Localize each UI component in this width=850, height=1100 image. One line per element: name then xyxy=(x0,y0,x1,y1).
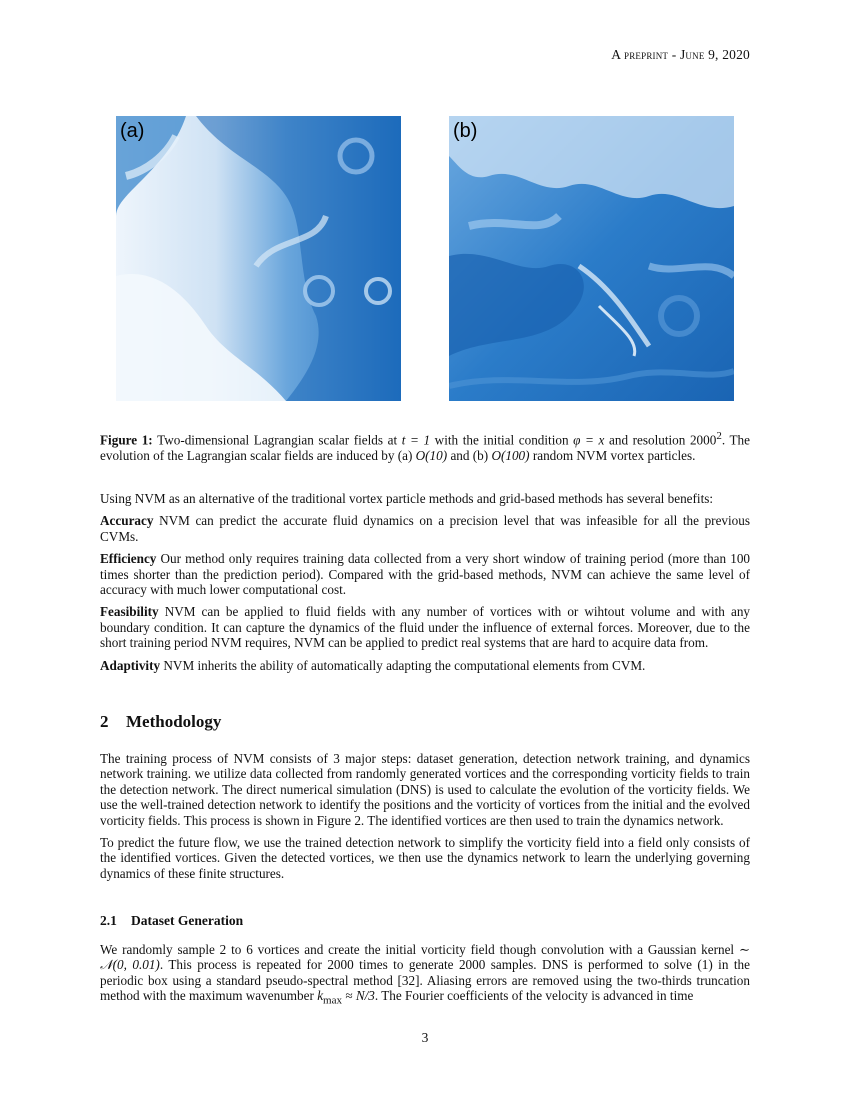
figure-panel-b xyxy=(449,116,734,401)
page-number: 3 xyxy=(421,1030,429,1045)
section-2-1-body xyxy=(100,942,750,1016)
benefit-accuracy: Accuracy NVM can predict the accurate fluid dynamics on a precision level that was infeasible for all the previous CVMs. xyxy=(100,513,751,544)
caption-label: Figure 1: xyxy=(100,432,153,448)
benefit-adaptivity: Adaptivity NVM inherits the ability of automatically adapting the computational elements from CVM. xyxy=(100,657,646,673)
section-2-1-heading: 2.1 Dataset Generation xyxy=(100,913,244,928)
section-2-1-paragraph-1: We randomly sample 2 to 6 vortices and create the initial vorticity field though convolution with a Gaussian kernel ∼ 𝒩(0, 0.01). This process is repeated for 2000 times to generate 2000 samples. DNS is performed to solve (1) in the periodic box using a standard pseudo-spectral method [32]. Aliasing errors are removed using the two-thirds truncation method with the maximum wavenumber $k_{max} \approx N/3$. The Fourier coefficients of the velocity is advanced in time xyxy=(100,942,751,1007)
scalar-field-a-image xyxy=(116,116,401,401)
section-2-paragraph-1: The training process of NVM consists of 3 major steps: dataset generation, detection network training, and dynamics network training. we utilize data collected from randomly generated vortices and the corresponding vorticity fields to train the detection network. The direct numerical simulation (DNS) is used to calculate the evolution of the vorticity fields. We use the well-trained detection network to identify the positions and the vorticity of vortices from the initial and the evolved vorticity fields. This process is shown in Figure 2. The identified vortices are then used to train the dynamics network. xyxy=(100,751,750,828)
scalar-field-b-image xyxy=(449,116,734,401)
panel-a-label: (a) xyxy=(120,120,145,142)
benefit-efficiency: Efficiency Our method only requires training data collected from a very short window of training period (more than 100 times shorter than the prediction period). Compared with the grid-based methods, NVM can achieve the same level of accuracy with much lower computational cost. xyxy=(100,551,751,598)
section-2-paragraph-2: To predict the future flow, we use the trained detection network to simplify the vorticity field into a field only consists of the identified vortices. Given the detected vortices, we then use the dynamics network to learn the underlying governing dynamics of these finite structures. xyxy=(100,835,750,881)
figure-panel-a xyxy=(116,116,401,401)
intro-paragraph: Using NVM as an alternative of the traditional vortex particle methods and grid-based methods has several benefits: xyxy=(100,491,714,506)
panel-b-label: (b) xyxy=(453,120,478,142)
section-2-heading: 2 Methodology xyxy=(100,712,222,731)
benefits-block xyxy=(100,491,750,680)
section-2-body xyxy=(100,751,750,888)
figure-caption: Figure 1: Two-dimensional Lagrangian scalar fields at t = 1 with the initial condition φ = x and resolution 2000$^2$. The evolution of the Lagrangian scalar fields are induced by (a) O(10) and (b) O(100) random NVM vortex particles. xyxy=(100,430,750,464)
benefit-feasibility: Feasibility NVM can be applied to fluid fields with any number of vortices with or wihtout volume and with any boundary condition. It can capture the dynamics of the fluid under the influence of external forces. Moreover, due to the short training period NVM requires, NVM can be applied to predict real systems that are hard to acquire data from. xyxy=(100,604,751,651)
running-header: A preprint - June 9, 2020 xyxy=(611,47,750,62)
